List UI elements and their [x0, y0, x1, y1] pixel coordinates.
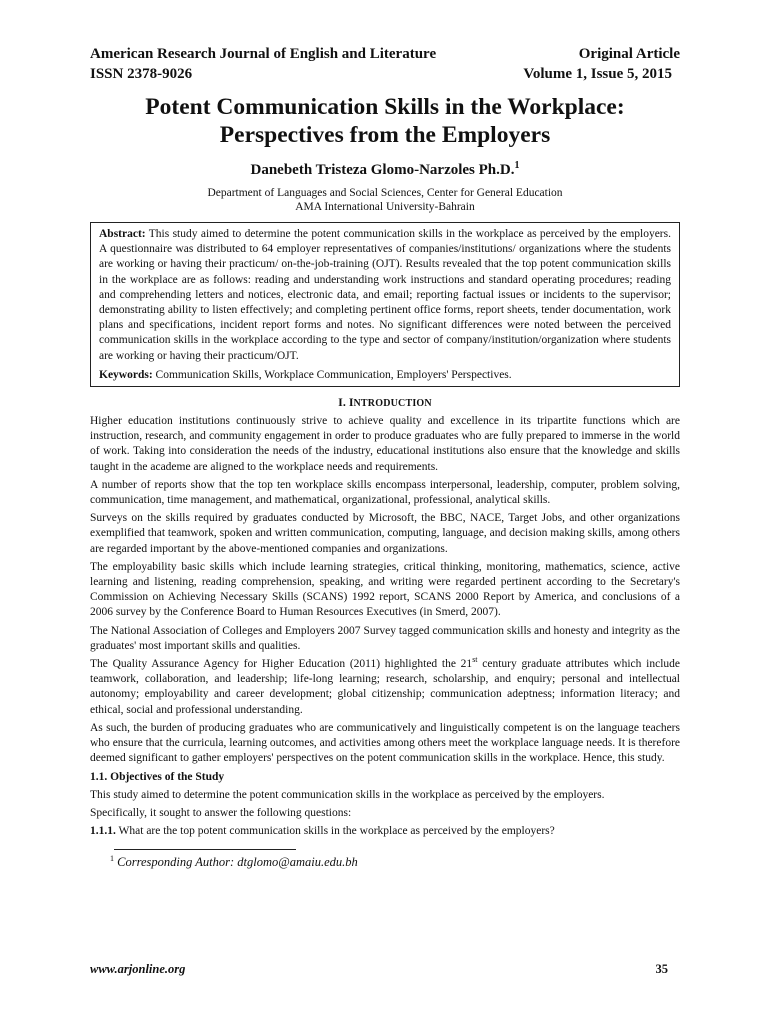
body-text [90, 414, 680, 839]
abstract-label: Abstract: [99, 228, 146, 240]
keywords-paragraph [99, 368, 671, 383]
paragraph: Surveys on the skills required by graduates conducted by Microsoft, the BBC, NACE, Target Jobs, and other organizations exemplified that teamwork, spoken and written communication, computing, language, and decision making skills, among others are regarded important by the above-mentioned companies and organizations. [90, 512, 680, 555]
running-header-row1 [90, 44, 680, 64]
page-footer [90, 962, 668, 977]
abstract-text: This study aimed to determine the potent communication skills in the workplace as perceived by the employers. A questionnaire was distributed to 64 employer representatives of companies/institutions/ organizations where the students are working or having their practicum/ on-the-job-training (OJT). Results revealed that the top potent communication skills in the workplace are as follows: reading and understanding work instructions and standard operating procedures; reading and comprehending letters and notices, electronic data, and email; reporting factual issues or incidents to the supervisor; demonstrating ability to listen effectively; and completing pertinent office forms, report sheets, tender documentation, work plans and specifications, incident report forms and notes. No significant differences were noted between the perceived communication skills in the workplace according to the type and sector of company/institution/organization where students are working or having their practicum/OJT. [99, 228, 671, 362]
abstract-paragraph [99, 227, 671, 364]
paragraph: Specifically, it sought to answer the following questions: [90, 806, 352, 819]
section-title-rest: NTRODUCTION [353, 398, 432, 410]
running-header-row2 [90, 64, 680, 84]
volume-issue: Volume 1, Issue 5, 2015 [523, 66, 672, 82]
affiliation [90, 186, 680, 214]
abstract-box [90, 222, 680, 387]
author-line [90, 157, 680, 179]
footnote-text: Corresponding Author: dtglomo@amaiu.edu.bh [114, 855, 358, 870]
paper-title: Potent Communication Skills in the Workplace: Perspectives from the Employers [145, 94, 625, 148]
author-name: Danebeth Tristeza Glomo-Narzoles Ph.D. [250, 162, 515, 178]
question-number: 1.1.1. [90, 825, 116, 838]
paragraph: A number of reports show that the top ten workplace skills encompass interpersonal, leadership, computer, problem solving, communication, time management, and mathematical, organizational, professional, analytical skills. [90, 478, 680, 507]
paragraph: This study aimed to determine the potent communication skills in the workplace as perceived by the employers. [90, 788, 605, 801]
footnote-marker: 1 [110, 854, 114, 864]
affiliation-department: Department of Languages and Social Sciences, Center for General Education [207, 187, 563, 199]
footnote [110, 854, 680, 870]
footer-url: www.arjonline.org [90, 962, 186, 976]
paper-page [90, 44, 680, 870]
keywords-text: Communication Skills, Workplace Communication, Employers' Perspectives. [155, 368, 512, 381]
author-footnote-marker: 1 [514, 160, 520, 171]
superscript-st: st [472, 655, 478, 665]
section-heading-introduction [90, 395, 680, 410]
paragraph: The employability basic skills which include learning strategies, critical thinking, monitoring, mathematics, science, active learning and listening, reading comprehension, speaking, and writing were regarded pertinent according to the Secretary's Commission on Achieving Necessary Skills (SCANS) 1992 report, SCANS 2000 Report by America, and conclusions of a 2006 survey by the Conference Board to Human Resources Executives (in Smerd, 2007). [90, 560, 680, 619]
paragraph: As such, the burden of producing graduates who are communicatively and linguistically competent is on the language teachers who ensure that the curricula, learning outcomes, and activities among others meet the workplace language needs. It is therefore deemed significant to gather employers' perspectives on the potent communication skills in the workplace. Hence, this study. [90, 721, 680, 765]
section-number: I. [338, 395, 346, 410]
paragraph [90, 657, 680, 718]
page-number: 35 [655, 962, 668, 976]
paragraph-part: century graduate attributes which include teamwork, collaboration, and leadership; life-long learning; research, scholarship, and enquiry; personal and intellectual autonomy; employability and career development; global citizenship; communication adeptness; information literacy; and ethical, social and professional understanding. [90, 658, 680, 716]
affiliation-university: AMA International University-Bahrain [295, 201, 475, 213]
issn: ISSN 2378-9026 [90, 66, 193, 82]
question-text: What are the top potent communication skills in the workplace as perceived by the employers? [115, 825, 555, 838]
subsection-heading-objectives: 1.1. Objectives of the Study [90, 770, 225, 783]
journal-name: American Research Journal of English and Literature [90, 46, 437, 62]
keywords-label: Keywords: [99, 368, 153, 381]
paragraph: Higher education institutions continuously strive to achieve quality and excellence in its tripartite functions which are instruction, research, and community engagement in order to produce graduates who are fully prepared to immerse in the world of work. Taking into consideration the needs of the industry, educational institutions also ensure that the knowledge and skills taught in the academe are aligned to the workplace needs and requirements. [90, 415, 680, 473]
article-type: Original Article [578, 46, 680, 62]
research-question [90, 824, 680, 839]
section-initial: I [348, 395, 354, 410]
footnote-divider [114, 849, 296, 850]
paragraph-part: The Quality Assurance Agency for Higher Education (2011) highlighted the 21 [90, 658, 473, 671]
paragraph: The National Association of Colleges and Employers 2007 Survey tagged communication skills and honesty and integrity as the graduates' most important skills and qualities. [90, 624, 680, 652]
